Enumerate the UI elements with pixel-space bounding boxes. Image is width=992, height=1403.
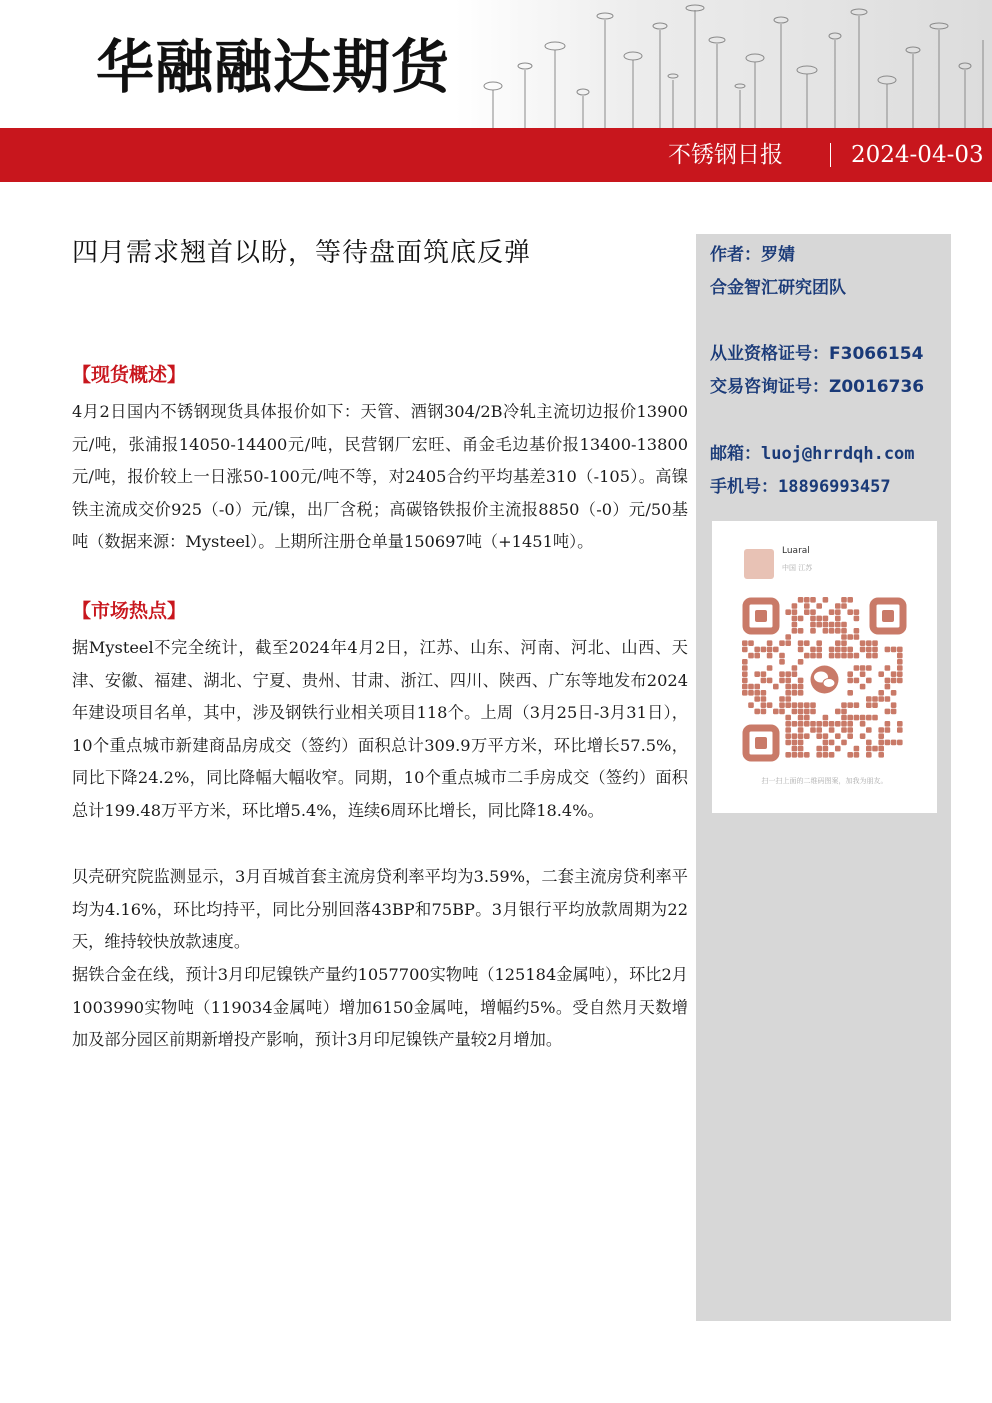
wechat-qr-card: [712, 521, 937, 813]
consult-license: 交易咨询证号：Z0016736: [710, 377, 925, 397]
paragraph-hotspot-1: 据Mysteel不完全统计，截至2024年4月2日，江苏、山东、河南、河北、山西、天津、安徽、福建、湖北、宁夏、贵州、甘肃、浙江、四川、陕西、广东等地发布2024年建设项目名单，其中，涉及钢铁行业相关项目118个。上周（3月25日-3月31日），10个重点城市新建商品房成交（签约）面积总计309.9万平方米，环比增长57.5%，同比下降24.2%，同比降幅大幅收窄。同期，10个重点城市二手房成交（签约）面积总计199.48万平方米，环比增5.4%，连续6周环比增长，同比降18.4%。: [72, 638, 688, 820]
paragraph-spot-overview: 4月2日国内不锈钢现货具体报价如下：天管、酒钢304/2B冷轧主流切边报价13900元/吨，张浦报14050-14400元/吨，民营钢厂宏旺、甬金毛边基价报13400-13800元/吨，报价较上一日涨50-100元/吨不等，对2405合约平均基差310（-105）。高镍铁主流成交价925（-0）元/镍，出厂含税；高碳铬铁报价主流报8850（-0）元/50基吨（数据来源：Mysteel）。上期所注册仓单量150697吨（+1451吨）。: [72, 402, 688, 552]
author-email[interactable]: 邮箱：luoj@hrrdqh.com: [710, 444, 915, 464]
section-heading-spot: 【现货概述】: [72, 364, 187, 386]
paragraph-hotspot-2: 贝壳研究院监测显示，3月百城首套主流房贷利率平均为3.59%，二套主流房贷利率平均为4.16%，环比均持平，同比分别回落43BP和75BP。3月银行平均放款周期为22天，维持较快放款速度。: [72, 867, 688, 952]
qr-contact-region: 中国 江苏: [782, 564, 813, 572]
header-decoration: [455, 0, 992, 128]
wechat-icon: [808, 663, 842, 697]
section-heading-hotspots: 【市场热点】: [72, 600, 187, 622]
avatar: [744, 549, 774, 579]
qr-contact-name: Luaral: [782, 546, 810, 556]
practice-license: 从业资格证号：F3066154: [710, 344, 924, 364]
brand-logo: 华融融达期货: [96, 33, 451, 101]
author-phone: 手机号：18896993457: [710, 477, 891, 497]
report-title: 四月需求翘首以盼，等待盘面筑底反弹: [72, 238, 532, 268]
research-team: 合金智汇研究团队: [710, 278, 846, 298]
qr-caption: 扫一扫上面的二维码图案，加我为朋友。: [761, 777, 888, 785]
report-date: 2024-04-03: [851, 142, 984, 168]
header-divider: [830, 143, 831, 167]
qr-code-image[interactable]: [742, 597, 907, 762]
author-name: 作者：罗婧: [710, 245, 795, 265]
paragraph-hotspot-3: 据铁合金在线，预计3月印尼镍铁产量约1057700实物吨（125184金属吨），环比2月1003990实物吨（119034金属吨）增加6150金属吨，增幅约5%。受自然月天数增加及部分园区前期新增投产影响，预计3月印尼镍铁产量较2月增加。: [72, 965, 688, 1050]
report-type: 不锈钢日报: [668, 142, 783, 168]
header-red-bar: [0, 128, 992, 182]
